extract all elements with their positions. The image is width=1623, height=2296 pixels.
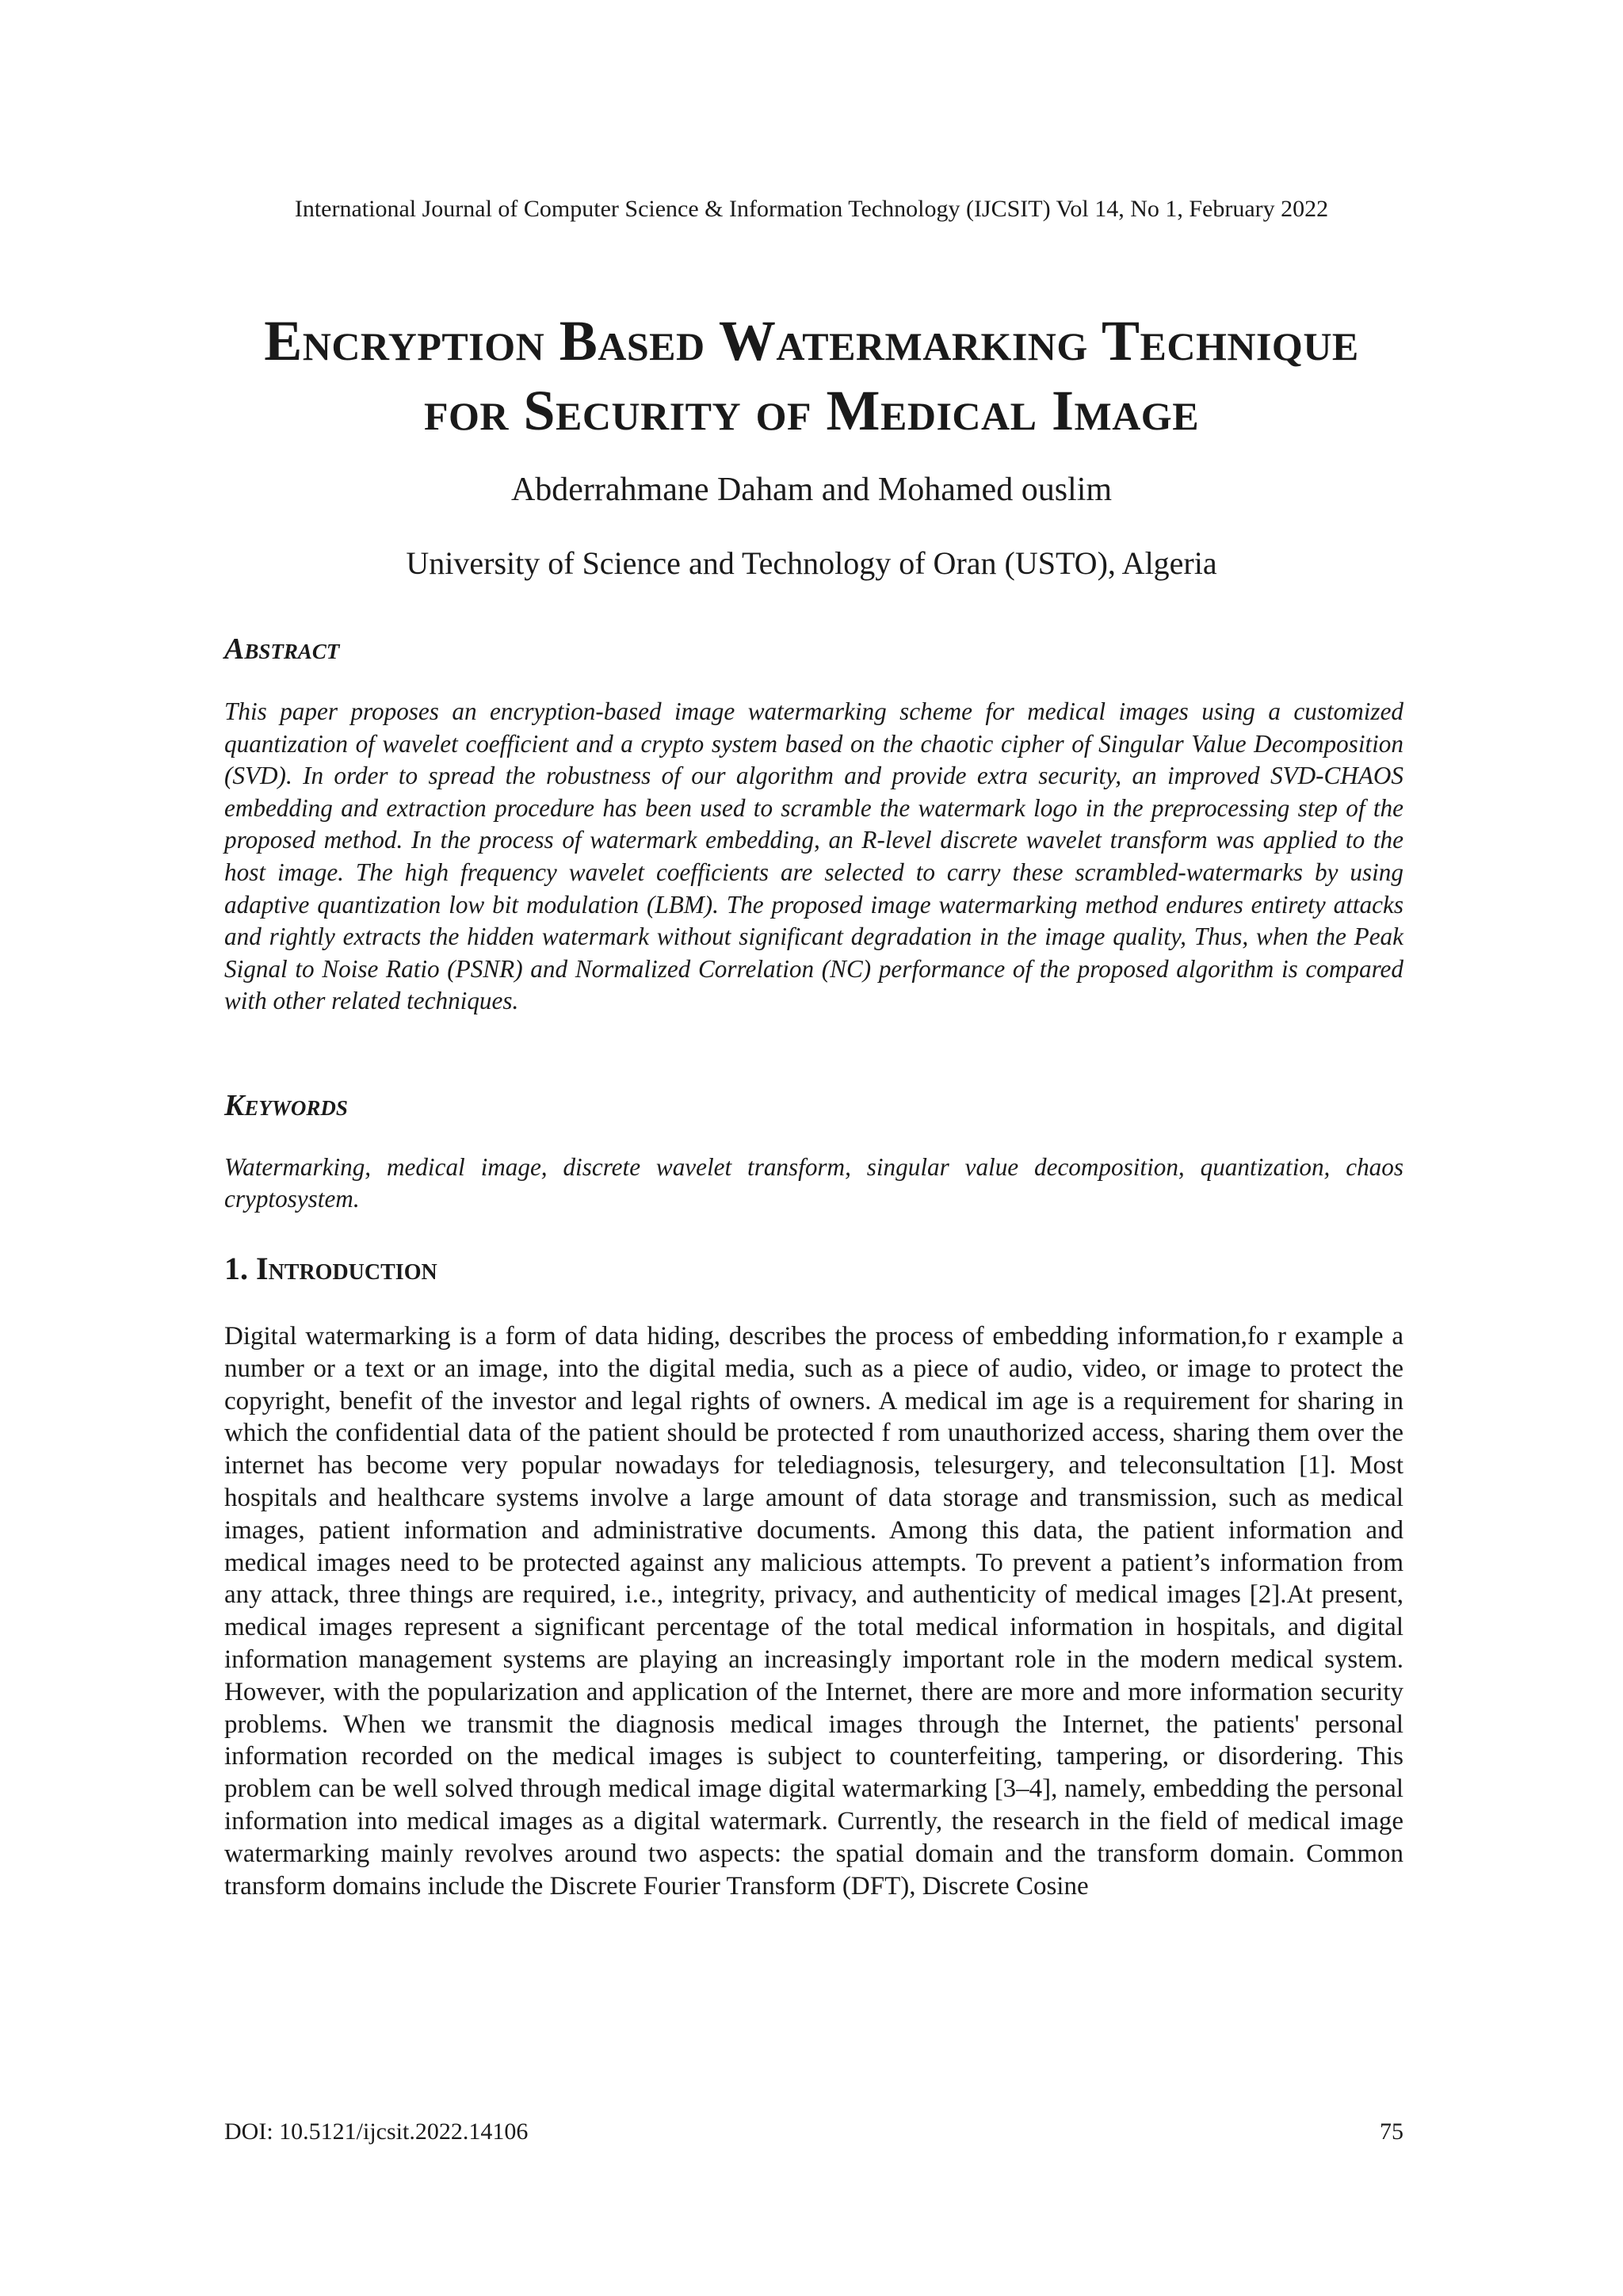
affiliation: University of Science and Technology of Oran (USTO), Algeria bbox=[406, 545, 1217, 581]
keywords-heading: Keywords bbox=[224, 1089, 348, 1122]
introduction-heading: 1. Introduction bbox=[224, 1251, 437, 1286]
title-line-1: Encryption Based Watermarking Technique bbox=[264, 309, 1359, 372]
authors: Abderrahmane Daham and Mohamed ouslim bbox=[510, 472, 1113, 508]
page-number: 75 bbox=[1380, 2118, 1403, 2145]
introduction-text: Digital watermarking is a form of data hiding, describes the process of embedding information,fo r example a number or a text or an image, into the digital media, such as a piece of audio, video, or image to protect the copyright, benefit of the investor and legal rights of owners. A medical im age is a requirement for sharing in which the confidential data of the patient should be protected f rom unauthorized access, sharing them over the internet has become very popular nowadays for telediagnosis, telesurgery, and teleconsultation [1]. Most hospitals and healthcare systems involve a large amount of data storage and transmission, such as medical images, patient information and administrative documents. Among this data, the patient information and medical images need to be protected against any malicious attempts. To prevent a patient’s information from any attack, three things are required, i.e., integrity, privacy, and authenticity of medical images [2].At present, medical images represent a significant percentage of the total medical information in hospitals, and digital information management systems are playing an increasingly important role in the modern medical system. However, with the popularization and application of the Internet, there are more and more information security problems. When we transmit the diagnosis medical images through the Internet, the patients' personal information recorded on the medical images is subject to counterfeiting, tampering, or disordering. This problem can be well solved through medical image digital watermarking [3–4], namely, embedding the personal information into medical images as a digital watermark. Currently, the research in the field of medical image watermarking mainly revolves around two aspects: the spatial domain and the transform domain. Common transform domains include the Discrete Fourier Transform (DFT), Discrete Cosine bbox=[224, 1322, 1403, 1901]
paper-title bbox=[158, 306, 1465, 445]
abstract-text: This paper proposes an encryption-based image watermarking scheme for medical images using a customized quantization of wavelet coefficient and a crypto system based on the chaotic cipher of Singular Value Decomposition (SVD). In order to spread the robustness of our algorithm and provide extra security, an improved SVD-CHAOS embedding and extraction procedure has been used to scramble the watermark logo in the preprocessing step of the proposed method. In the process of watermark embedding, an R-level discrete wavelet transform was applied to the host image. The high frequency wavelet coefficients are selected to carry these scrambled-watermarks by using adaptive quantization low bit modulation (LBM). The proposed image watermarking method endures entirety attacks and rightly extracts the hidden watermark without significant degradation in the image quality, Thus, when the Peak Signal to Noise Ratio (PSNR) and Normalized Correlation (NC) performance of the proposed algorithm is compared with other related techniques. bbox=[224, 697, 1403, 1015]
title-line-2: for Security of Medical Image bbox=[423, 379, 1200, 442]
keywords-text: Watermarking, medical image, discrete wavelet transform, singular value decomposition, quantization, chaos cryptosystem. bbox=[224, 1153, 1403, 1213]
journal-header: International Journal of Computer Science & Information Technology (IJCSIT) Vol 14, No 1, February 2022 bbox=[294, 196, 1329, 222]
abstract-heading: Abstract bbox=[224, 632, 340, 666]
doi-footer: DOI: 10.5121/ijcsit.2022.14106 bbox=[224, 2118, 529, 2145]
